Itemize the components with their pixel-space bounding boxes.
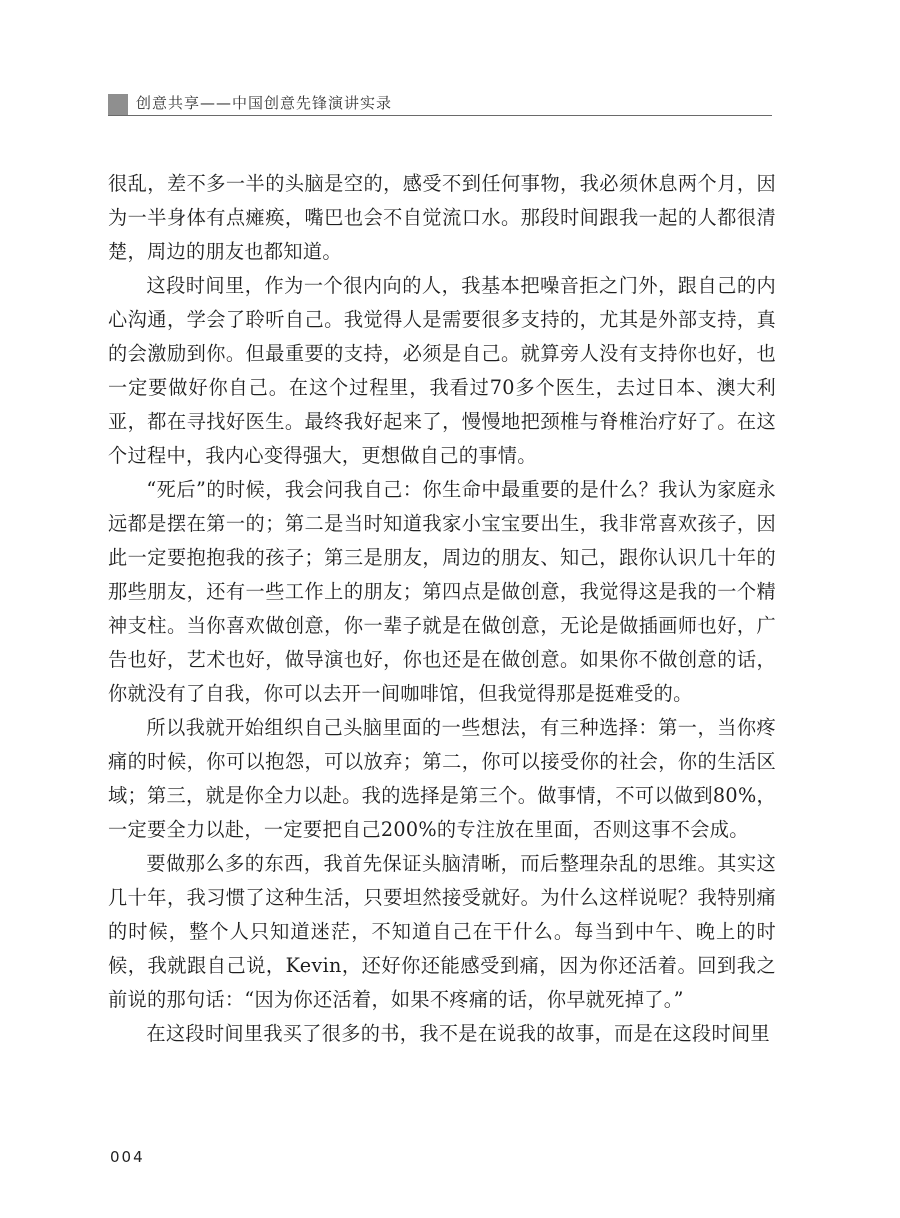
header-rule-line	[108, 115, 772, 116]
book-title: 创意共享——中国创意先锋演讲实录	[136, 94, 393, 112]
paragraph-1: 很乱，差不多一半的头脑是空的，感受不到任何事物，我必须休息两个月，因为一半身体有点瘫痪，嘴巴也会不自觉流口水。那段时间跟我一起的人都很清楚，周边的朋友也都知道。	[108, 172, 776, 263]
paragraph-2: 这段时间里，作为一个很内向的人，我基本把噪音拒之门外，跟自己的内心沟通，学会了聆听自己。我觉得人是需要很多支持的，尤其是外部支持，真的会激励到你。但最重要的支持，必须是自己。就算旁人没有支持你也好，也一定要做好你自己。在这个过程里，我看过70多个医生，去过日本、澳大利亚，都在寻找好医生。最终我好起来了，慢慢地把颈椎与脊椎治疗好了。在这个过程中，我内心变得强大，更想做自己的事情。	[108, 274, 776, 467]
header-gray-block	[108, 94, 128, 116]
paragraph-5: 要做那么多的东西，我首先保证头脑清晰，而后整理杂乱的思维。其实这几十年，我习惯了这种生活，只要坦然接受就好。为什么这样说呢？我特别痛的时候，整个人只知道迷茫，不知道自己在干什么。每当到中午、晚上的时候，我就跟自己说，Kevin，还好你还能感受到痛，因为你还活着。回到我之前说的那句话：“因为你还活着，如果不疼痛的话，你早就死掉了。”	[108, 852, 776, 1011]
paragraph-3: “死后”的时候，我会问我自己：你生命中最重要的是什么？我认为家庭永远都是摆在第一的；第二是当时知道我家小宝宝要出生，我非常喜欢孩子，因此一定要抱抱我的孩子；第三是朋友，周边的朋友、知己，跟你认识几十年的那些朋友，还有一些工作上的朋友；第四点是做创意，我觉得这是我的一个精神支柱。当你喜欢做创意，你一辈子就是在做创意，无论是做插画师也好，广告也好，艺术也好，做导演也好，你也还是在做创意。如果你不做创意的话，你就没有了自我，你可以去开一间咖啡馆，但我觉得那是挺难受的。	[108, 478, 776, 705]
running-header	[108, 88, 772, 116]
page-number: 004	[110, 1148, 145, 1166]
paragraph-6: 在这段时间里我买了很多的书，我不是在说我的故事，而是在这段时间里	[146, 1022, 770, 1045]
body-text	[108, 167, 776, 1051]
paragraph-4: 所以我就开始组织自己头脑里面的一些想法，有三种选择：第一，当你疼痛的时候，你可以抱怨，可以放弃；第二，你可以接受你的社会，你的生活区域；第三，就是你全力以赴。我的选择是第三个。做事情，不可以做到80%，一定要全力以赴，一定要把自己200%的专注放在里面，否则这事不会成。	[108, 716, 776, 841]
